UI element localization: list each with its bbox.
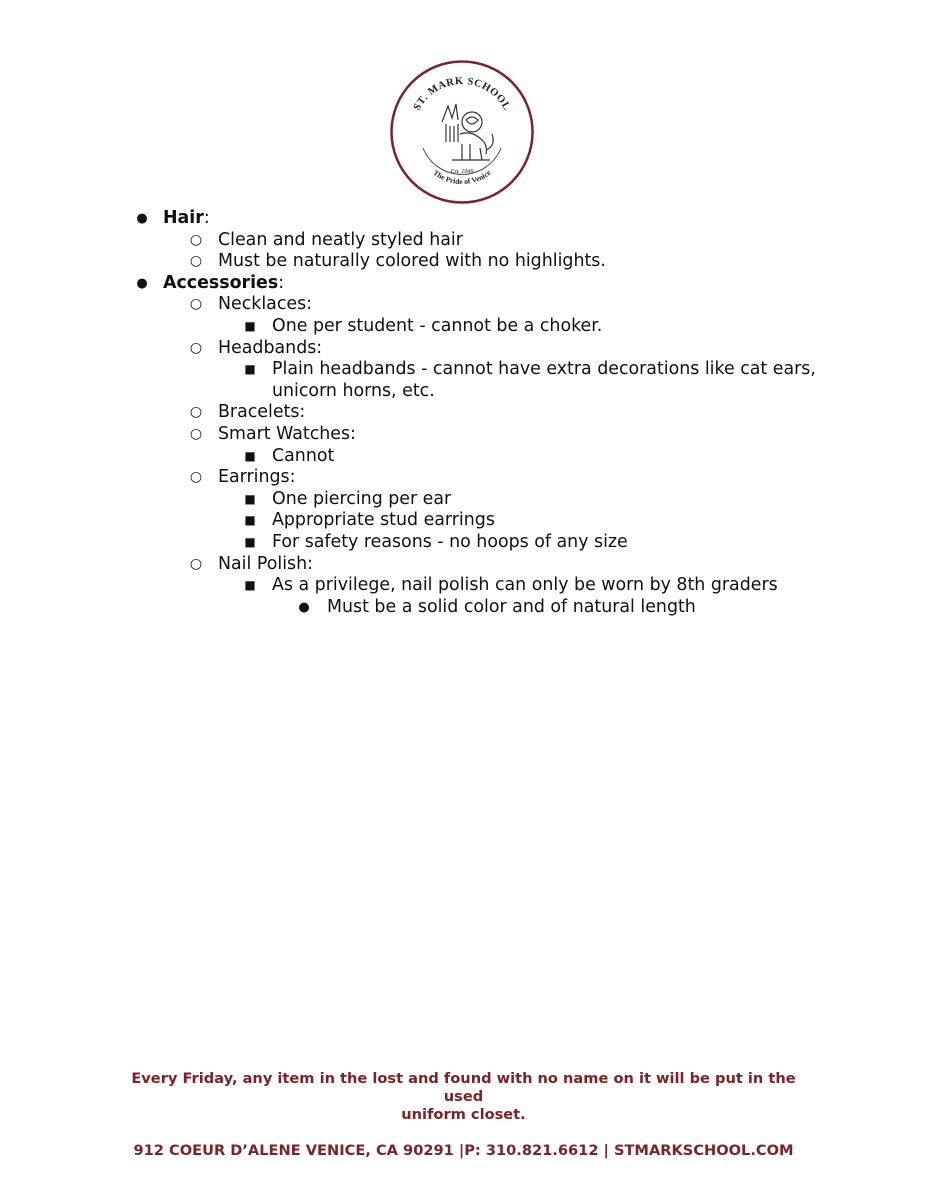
bullet-square: ■ — [244, 513, 256, 528]
list-item-text: Nail Polish: — [218, 553, 313, 574]
list-item-bracelets — [0, 402, 927, 424]
bullet-circle: ○ — [189, 469, 203, 486]
bullet-circle: ○ — [189, 339, 203, 356]
list-item — [0, 597, 927, 619]
bullet-disc: ● — [136, 275, 148, 291]
list-item-text: Necklaces: — [218, 294, 313, 315]
list-item-accessories — [0, 273, 927, 295]
accessories-suffix: : — [278, 272, 285, 293]
list-item — [0, 532, 927, 554]
lost-and-found-note — [124, 1070, 804, 1124]
list-item-text: Smart Watches: — [218, 423, 356, 444]
note-line-1: Every Friday, any item in the lost and found with no name on it will be put in the used — [131, 1070, 796, 1105]
list-item — [0, 575, 927, 597]
bullet-square: ■ — [244, 362, 256, 377]
note-line-2: uniform closet. — [401, 1106, 526, 1123]
bullet-circle: ○ — [189, 296, 203, 313]
bullet-square: ■ — [244, 448, 256, 463]
list-item-text: Headbands: — [218, 337, 323, 358]
list-item — [0, 316, 927, 338]
bullet-square: ■ — [244, 318, 256, 333]
accessories-label: Accessories — [163, 272, 279, 293]
list-item-continuation — [0, 381, 927, 403]
list-item-earrings — [0, 467, 927, 489]
list-item-text: unicorn horns, etc. — [272, 380, 435, 401]
logo-established: Est. 1949 — [450, 169, 474, 175]
bullet-circle: ○ — [189, 404, 203, 421]
bullet-square: ■ — [244, 578, 256, 593]
hair-label: Hair — [163, 208, 204, 228]
list-item — [0, 251, 927, 273]
list-item — [0, 510, 927, 532]
list-item — [0, 489, 927, 511]
list-item-necklaces — [0, 294, 927, 316]
list-item-hair — [0, 208, 927, 230]
page-footer — [0, 1070, 927, 1160]
logo-motto: The Pride of Venice — [431, 168, 493, 187]
list-item — [0, 359, 927, 381]
list-item-text: For safety reasons - no hoops of any size — [272, 531, 628, 552]
list-item-headbands — [0, 338, 927, 360]
list-item-text: Appropriate stud earrings — [272, 510, 495, 531]
list-item-text: One piercing per ear — [272, 488, 452, 509]
bullet-circle: ○ — [189, 425, 203, 442]
list-item — [0, 446, 927, 468]
list-item-text: Plain headbands - cannot have extra decorations like cat ears, — [272, 359, 816, 380]
bullet-square: ■ — [244, 534, 256, 549]
bullet-disc: ● — [298, 599, 310, 615]
list-item-text: Bracelets: — [218, 402, 306, 423]
list-item-text: Earrings: — [218, 467, 296, 488]
list-item — [0, 230, 927, 252]
bullet-circle: ○ — [189, 555, 203, 572]
list-item-text: One per student - cannot be a choker. — [272, 315, 603, 336]
list-item-text: As a privilege, nail polish can only be worn by 8th graders — [272, 575, 778, 596]
list-item-smart-watches — [0, 424, 927, 446]
list-item-text: Must be a solid color and of natural length — [327, 596, 696, 617]
school-address: 912 COEUR D’ALENE VENICE, CA 90291 |P: 310.821.6612 | STMARKSCHOOL.COM — [133, 1142, 794, 1159]
school-logo-seal — [390, 60, 535, 205]
list-item-text: Cannot — [272, 445, 335, 466]
list-item-text: Clean and neatly styled hair — [218, 229, 463, 250]
hair-suffix: : — [203, 208, 210, 228]
bullet-circle: ○ — [189, 231, 203, 248]
list-item-text: Must be naturally colored with no highlights. — [218, 251, 606, 272]
dress-code-list — [0, 208, 927, 618]
bullet-circle: ○ — [189, 253, 203, 270]
list-item-nail-polish — [0, 554, 927, 576]
logo-school-name: ST. MARK SCHOOL — [411, 75, 513, 113]
bullet-square: ■ — [244, 491, 256, 506]
bullet-disc: ● — [136, 211, 148, 226]
